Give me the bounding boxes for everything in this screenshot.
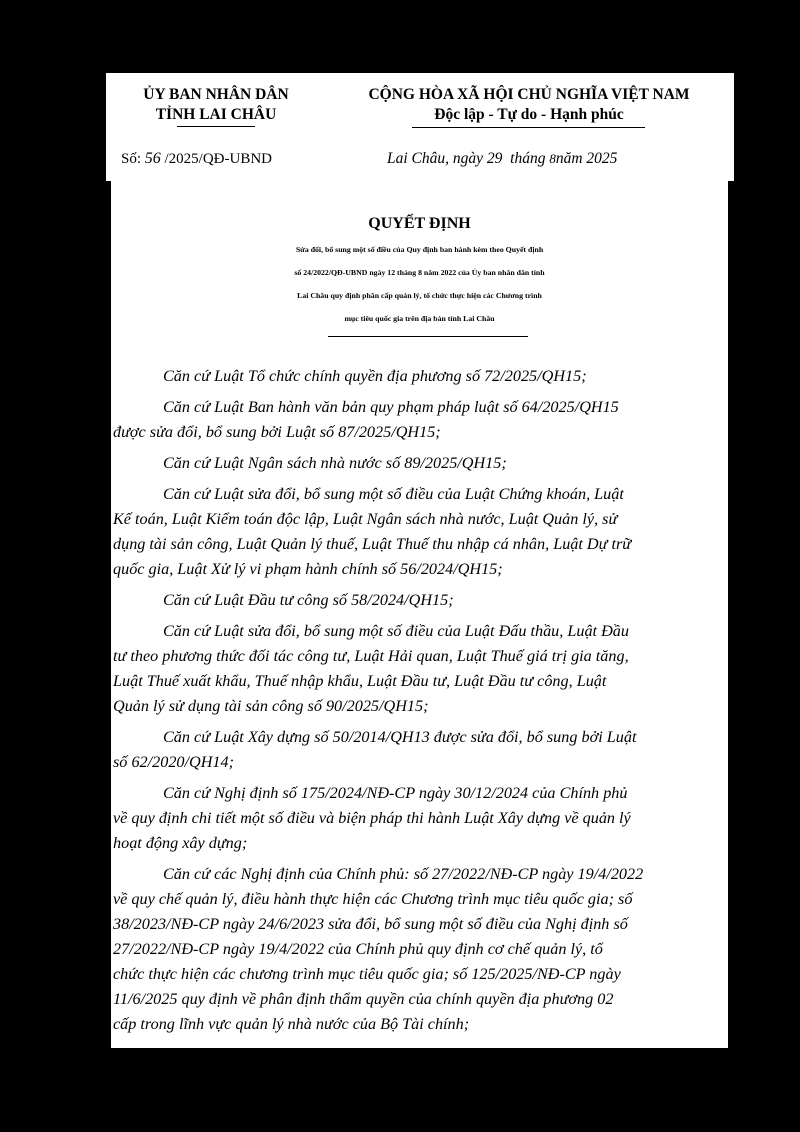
- body-line: chức thực hiện các chương trình mục tiêu quốc gia; số 125/2025/NĐ-CP ngày: [113, 965, 621, 983]
- body-line: được sửa đổi, bổ sung bởi Luật số 87/2025/QH15;: [113, 423, 441, 441]
- body-line: tư theo phương thức đối tác công tư, Luật Hải quan, Luật Thuế giá trị gia tăng,: [113, 647, 629, 665]
- body-line: 11/6/2025 quy định về phân định thẩm quyền của chính quyền địa phương 02: [113, 990, 614, 1008]
- body-line: Luật Thuế xuất khẩu, Thuế nhập khẩu, Luật Đầu tư, Luật Đầu tư công, Luật: [113, 672, 607, 690]
- subject-line: mục tiêu quốc gia trên địa bàn tỉnh Lai Châu: [344, 314, 495, 323]
- subject-line: số 24/2022/QĐ-UBND ngày 12 tháng 8 năm 2022 của Ủy ban nhân dân tỉnh: [294, 268, 545, 277]
- place-prefix: Lai Châu, ngày: [387, 150, 484, 167]
- doc-number-value: 56: [144, 150, 161, 167]
- body-line: Căn cứ Luật sửa đổi, bổ sung một số điều của Luật Đấu thầu, Luật Đầu: [163, 622, 629, 640]
- body-line: số 62/2020/QH14;: [113, 753, 234, 771]
- nation-line2: Độc lập - Tự do - Hạnh phúc: [434, 106, 624, 123]
- place-date: [387, 150, 617, 168]
- body-line: Căn cứ Nghị định số 175/2024/NĐ-CP ngày 30/12/2024 của Chính phủ: [163, 784, 628, 802]
- body-line: Căn cứ Luật sửa đổi, bổ sung một số điều của Luật Chứng khoán, Luật: [163, 485, 624, 503]
- body-line: về quy chế quản lý, điều hành thực hiện các Chương trình mục tiêu quốc gia; số: [113, 890, 633, 908]
- nation-line1: CỘNG HÒA XÃ HỘI CHỦ NGHĨA VIỆT NAM: [368, 86, 690, 103]
- date-month-word: tháng: [510, 150, 546, 167]
- date-month: 8: [549, 151, 556, 166]
- org-name-line2: TỈNH LAI CHÂU: [155, 106, 277, 123]
- doc-number: [121, 150, 272, 168]
- date-day: 29: [486, 150, 503, 167]
- doc-number-prefix: Số:: [121, 151, 142, 167]
- body-line: hoạt động xây dựng;: [113, 834, 248, 852]
- body-line: về quy định chi tiết một số điều và biện pháp thi hành Luật Xây dựng về quản lý: [113, 809, 631, 827]
- body-line: Kế toán, Luật Kiểm toán độc lập, Luật Ngân sách nhà nước, Luật Quản lý, sử: [113, 510, 618, 528]
- body-line: Căn cứ Luật Ngân sách nhà nước số 89/2025/QH15;: [163, 454, 507, 472]
- doc-title: QUYẾT ĐỊNH: [368, 215, 471, 232]
- org-name-line1: ỦY BAN NHÂN DÂN: [143, 86, 289, 103]
- body-line: Căn cứ các Nghị định của Chính phủ: số 27/2022/NĐ-CP ngày 19/4/2022: [163, 865, 644, 883]
- body-line: Căn cứ Luật Xây dựng số 50/2014/QH13 được sửa đổi, bổ sung bởi Luật: [163, 728, 637, 746]
- body-line: 38/2023/NĐ-CP ngày 24/6/2023 sửa đổi, bổ sung một số điều của Nghị định số: [113, 915, 628, 933]
- body-line: Căn cứ Luật Ban hành văn bản quy phạm pháp luật số 64/2025/QH15: [163, 398, 619, 416]
- date-year: năm 2025: [555, 150, 618, 167]
- subject-underline: [328, 336, 528, 337]
- body-line: cấp trong lĩnh vực quản lý nhà nước của Bộ Tài chính;: [113, 1015, 470, 1033]
- motto-underline: [412, 127, 645, 128]
- body-line: Quản lý sử dụng tài sản công số 90/2025/QH15;: [113, 697, 429, 715]
- org-underline: [177, 126, 255, 127]
- body-line: quốc gia, Luật Xử lý vi phạm hành chính số 56/2024/QH15;: [113, 560, 503, 578]
- subject-line: Sửa đổi, bổ sung một số điều của Quy định ban hành kèm theo Quyết định: [295, 245, 544, 254]
- body-line: Căn cứ Luật Tổ chức chính quyền địa phương số 72/2025/QH15;: [163, 367, 587, 385]
- body-line: Căn cứ Luật Đầu tư công số 58/2024/QH15;: [163, 591, 454, 609]
- subject-line: Lai Châu quy định phân cấp quản lý, tổ chức thực hiện các Chương trình: [297, 291, 542, 300]
- body-line: 27/2022/NĐ-CP ngày 19/4/2022 của Chính phủ quy định cơ chế quản lý, tổ: [113, 940, 603, 958]
- doc-number-suffix: /2025/QĐ-UBND: [164, 151, 273, 167]
- body-line: dụng tài sản công, Luật Quản lý thuế, Luật Thuế thu nhập cá nhân, Luật Dự trữ: [113, 535, 632, 553]
